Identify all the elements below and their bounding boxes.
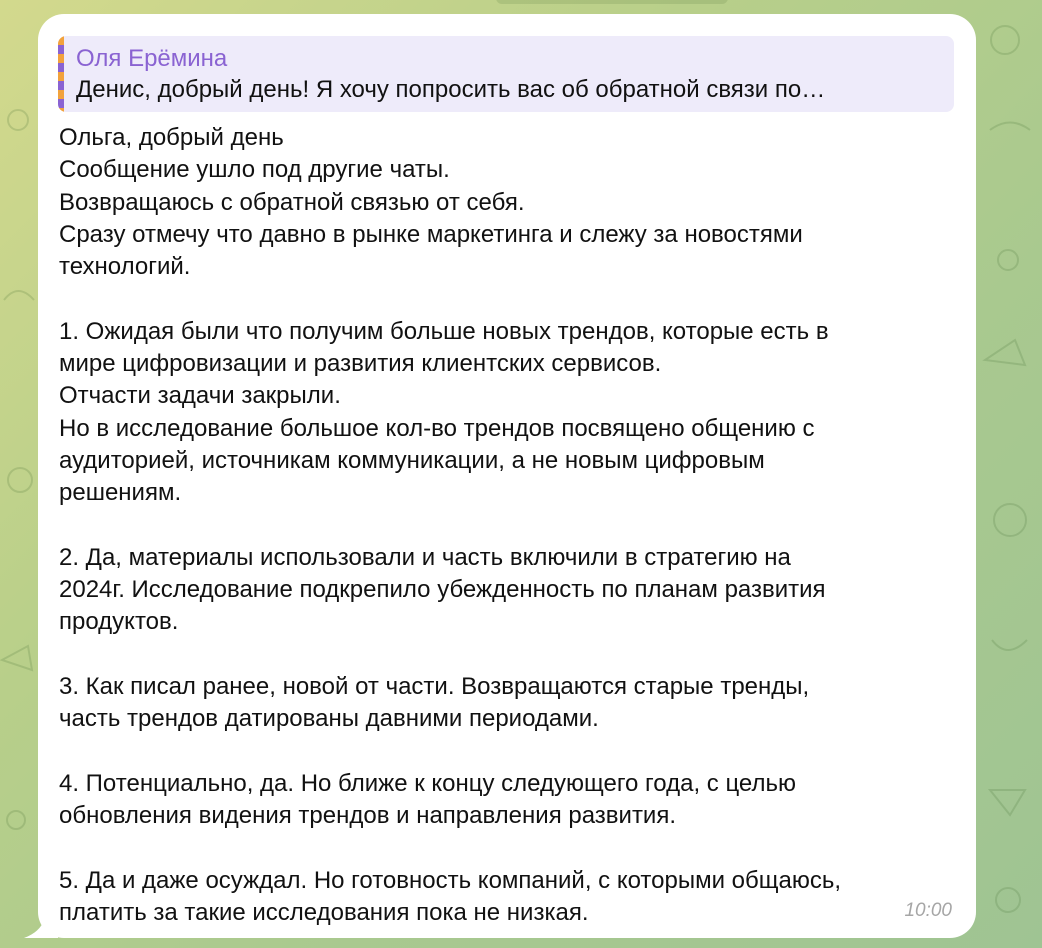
reply-quote[interactable] [58, 36, 954, 112]
reply-accent-stripe [58, 36, 64, 112]
reply-preview-text: Денис, добрый день! Я хочу попросить вас об обратной связи по… [76, 76, 826, 103]
message-timestamp: 10:00 [904, 900, 952, 921]
message-bubble[interactable] [38, 14, 976, 938]
reply-author-name: Оля Ерёмина [76, 45, 228, 72]
message-text: Ольга, добрый день Сообщение ушло под другие чаты. Возвращаюсь с обратной связью от себя. Сразу отмечу что давно в рынке маркетинга и слежу за новостями технологий. 1. Ожидая были что получим больше новых трендов, которые есть в мире цифровизации и развития клиентских сервисов. Отчасти задачи закрыли. Но в исследование большое кол-во трендов посвящено общению с аудиторией, источникам коммуникации, а не новым цифровым решениям. 2. Да, материалы использовали и часть включили в стратегию на 2024г. Исследование подкрепило убежденность по планам развития продуктов. 3. Как писал ранее, новой от части. Возвращаются старые тренды, часть трендов датированы давними периодами. 4. Потенциально, да. Но ближе к концу следующего года, с целью обновления видения трендов и направления развития. 5. Да и даже осуждал. Но готовность компаний, с которыми общаюсь, платить за такие исследования пока не низкая. [59, 124, 842, 927]
top-scroll-pill [496, 0, 728, 4]
